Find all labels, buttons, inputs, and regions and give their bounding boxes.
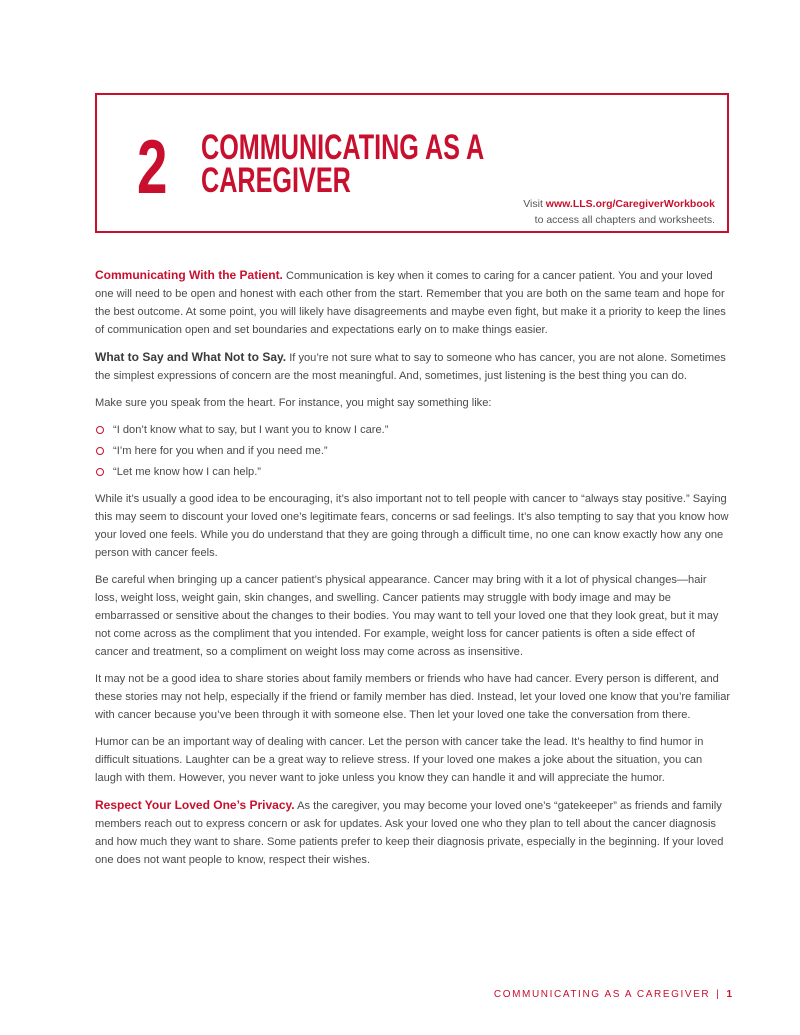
- page-number: 1: [726, 989, 732, 1000]
- paragraph-text: If you’re not sure what to say to someone who has cancer, you are not alone. Sometimes the simplest expressions of concern are the most meaningful. And, sometimes, just listening is the best thing you can do.: [95, 352, 726, 382]
- visit-note: [523, 196, 715, 228]
- visit-prefix: Visit: [523, 198, 546, 210]
- workbook-link[interactable]: www.LLS.org/CaregiverWorkbook: [545, 198, 715, 210]
- paragraph-speak-from-heart: Make sure you speak from the heart. For instance, you might say something like:: [95, 397, 492, 409]
- chapter-title: [201, 128, 485, 200]
- circle-bullet-icon: [96, 468, 104, 476]
- paragraph-what-to-say: [95, 348, 731, 385]
- list-item: [95, 463, 731, 481]
- footer-section-title: COMMUNICATING AS A CAREGIVER: [493, 989, 711, 1000]
- chapter-title-line-1: COMMUNICATING AS A: [201, 128, 485, 167]
- paragraph-lead: Communicating With the Patient.: [95, 268, 283, 282]
- paragraph-humor: Humor can be an important way of dealing with cancer. Let the person with cancer take the lead. It’s healthy to find humor in difficult situations. Laughter can be a great way to relieve stress. If your loved one makes a joke about the situation, you can laugh with them. However, you never want to joke unless you know they can handle it and will appreciate the humor.: [95, 736, 704, 784]
- paragraph-family-stories: It may not be a good idea to share stories about family members or friends who have had cancer. Every person is different, and these stories may not help, especially if the friend or family member has died. Instead, let your loved one know that you’re familiar with cancer because you’ve been through it with someone else. Then let your loved one take the conversation from there.: [95, 673, 731, 721]
- paragraph-physical-appearance: Be careful when bringing up a cancer patient’s physical appearance. Cancer may bring with it a lot of physical changes—hair loss, weight loss, weight gain, skin changes, and swelling. Cancer patients may struggle with body image and may be embarrassed or sensitive about the changes to their bodies. You may want to tell your loved one that they look great, but it may not come across as the compliment that you intended. For example, weight loss for cancer patients is often a side effect of cancer and treatment, so a compliment on weight loss may come across as insensitive.: [95, 574, 719, 658]
- chapter-title-line-2: CAREGIVER: [201, 161, 351, 200]
- page-footer: [494, 989, 732, 1000]
- circle-bullet-icon: [96, 426, 104, 434]
- chapter-header-box: [95, 93, 729, 233]
- circle-bullet-icon: [96, 447, 104, 455]
- list-item-text: “I’m here for you when and if you need me.”: [113, 445, 328, 457]
- list-item: [95, 421, 731, 439]
- list-item-text: “Let me know how I can help.”: [113, 466, 261, 478]
- paragraph-communicating-with-patient: [95, 266, 731, 339]
- paragraph-text: Communication is key when it comes to caring for a cancer patient. You and your loved one will need to be open and honest with each other from the start. Remember that you are both on the same team and hope for the best outcome. At some point, you will likely have disagreements and maybe even fight, but make it a priority to keep the lines of communication open and set boundaries and expectations early on to make things easier.: [95, 270, 726, 336]
- paragraph-privacy: [95, 796, 731, 869]
- body-content: [95, 266, 731, 878]
- paragraph-lead: Respect Your Loved One’s Privacy.: [95, 798, 295, 812]
- paragraph-lead: What to Say and What Not to Say.: [95, 350, 287, 364]
- footer-separator: |: [716, 989, 721, 1000]
- paragraph-text: As the caregiver, you may become your loved one’s “gatekeeper” as friends and family members reach out to express concern or ask for updates. Ask your loved one who they plan to tell about the cancer diagnosis and how much they want to share. Some patients prefer to keep their diagnosis private, especially in the beginning. If your loved one does not want people to know, respect their wishes.: [95, 800, 724, 866]
- example-phrases-list: [95, 421, 731, 481]
- list-item: [95, 442, 731, 460]
- chapter-number: 2: [137, 125, 167, 210]
- visit-suffix: to access all chapters and worksheets.: [534, 214, 715, 226]
- list-item-text: “I don’t know what to say, but I want you to know I care.”: [113, 424, 389, 436]
- paragraph-encouraging: While it’s usually a good idea to be encouraging, it’s also important not to tell people with cancer to “always stay positive.” Saying this may seem to discount your loved one’s legitimate fears, concerns or sad feelings. It’s also tempting to say that you know how your loved one feels. While you do understand that they are going through a difficult time, no one can know exactly how any one person with cancer feels.: [95, 493, 729, 559]
